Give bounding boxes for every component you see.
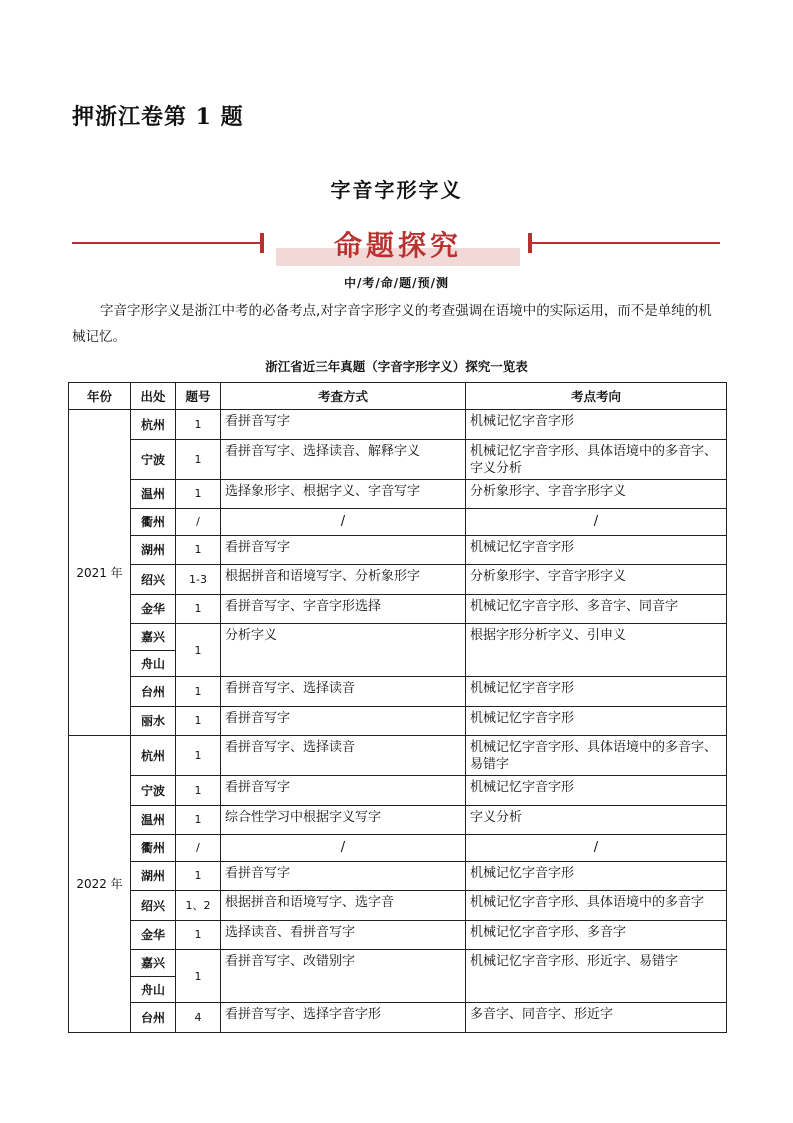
city-cell: 宁波	[131, 776, 176, 806]
table-row	[69, 594, 727, 624]
method-cell: 看拼音写字、选择读音	[221, 736, 466, 776]
table-row	[69, 706, 727, 736]
num-cell: 1	[176, 805, 221, 835]
num-cell: 1	[176, 920, 221, 950]
num-cell: 1	[176, 479, 221, 509]
method-cell: 看拼音写字、字音字形选择	[221, 594, 466, 624]
num-cell: 1	[176, 624, 221, 677]
num-cell: /	[176, 835, 221, 862]
num-cell: 1、2	[176, 891, 221, 921]
table-caption: 浙江省近三年真题（字音字形字义）探究一览表	[265, 359, 528, 374]
header-year: 年份	[69, 383, 131, 410]
subheading: 中/考/命/题/预/测	[344, 276, 449, 290]
focus-cell: 机械记忆字音字形	[466, 410, 727, 440]
header-source: 出处	[131, 383, 176, 410]
method-cell: 看拼音写字	[221, 776, 466, 806]
city-cell: 嘉兴	[131, 950, 176, 977]
city-cell: 湖州	[131, 535, 176, 565]
city-cell: 杭州	[131, 410, 176, 440]
year-cell: 2021 年	[69, 410, 131, 736]
method-cell: 选择读音、看拼音写字	[221, 920, 466, 950]
num-cell: 1	[176, 439, 221, 479]
table-row	[69, 891, 727, 921]
focus-cell: 分析象形字、字音字形字义	[466, 565, 727, 595]
focus-cell: 字义分析	[466, 805, 727, 835]
table-row	[69, 535, 727, 565]
city-cell: 丽水	[131, 706, 176, 736]
section-title: 字音字形字义	[330, 178, 463, 202]
intro-paragraph: 字音字形字义是浙江中考的必备考点,对字音字形字义的考查强调在语境中的实际运用，而不是单纯的机械记忆。	[72, 303, 712, 345]
table-row	[69, 1003, 727, 1033]
num-cell: 1-3	[176, 565, 221, 595]
method-cell: 看拼音写字	[221, 861, 466, 891]
table-header-row	[69, 383, 727, 410]
method-cell: 看拼音写字	[221, 535, 466, 565]
city-cell: 衢州	[131, 835, 176, 862]
num-cell: 1	[176, 677, 221, 707]
focus-cell: 机械记忆字音字形、具体语境中的多音字、字义分析	[466, 439, 727, 479]
num-cell: /	[176, 509, 221, 536]
table-row	[69, 479, 727, 509]
num-cell: 1	[176, 861, 221, 891]
table-row	[69, 805, 727, 835]
table-row	[69, 410, 727, 440]
table-row	[69, 624, 727, 651]
banner-cap-left	[260, 233, 264, 253]
method-cell: 看拼音写字、选择读音	[221, 677, 466, 707]
year-cell: 2022 年	[69, 736, 131, 1033]
focus-cell: 机械记忆字音字形、具体语境中的多音字	[466, 891, 727, 921]
focus-cell: 机械记忆字音字形	[466, 861, 727, 891]
city-cell: 绍兴	[131, 565, 176, 595]
method-cell: 看拼音写字	[221, 706, 466, 736]
header-method: 考查方式	[221, 383, 466, 410]
table-row	[69, 861, 727, 891]
focus-cell: 机械记忆字音字形、多音字、同音字	[466, 594, 727, 624]
city-cell: 舟山	[131, 976, 176, 1003]
city-cell: 湖州	[131, 861, 176, 891]
num-cell: 4	[176, 1003, 221, 1033]
table-row	[69, 565, 727, 595]
focus-cell: 机械记忆字音字形、具体语境中的多音字、易错字	[466, 736, 727, 776]
num-cell: 1	[176, 594, 221, 624]
city-cell: 金华	[131, 920, 176, 950]
num-cell: 1	[176, 706, 221, 736]
table-row	[69, 920, 727, 950]
focus-cell: 分析象形字、字音字形字义	[466, 479, 727, 509]
focus-cell: /	[466, 835, 727, 862]
exam-table	[68, 382, 727, 1033]
method-cell: 选择象形字、根据字义、字音写字	[221, 479, 466, 509]
city-cell: 金华	[131, 594, 176, 624]
method-cell: 综合性学习中根据字义写字	[221, 805, 466, 835]
table-row	[69, 835, 727, 862]
focus-cell: 机械记忆字音字形、形近字、易错字	[466, 950, 727, 1003]
city-cell: 衢州	[131, 509, 176, 536]
city-cell: 台州	[131, 1003, 176, 1033]
method-cell: 看拼音写字、选择读音、解释字义	[221, 439, 466, 479]
num-cell: 1	[176, 736, 221, 776]
city-cell: 温州	[131, 805, 176, 835]
banner-rule-left	[72, 242, 260, 244]
document-title: 押浙江卷第 1 题	[72, 104, 244, 130]
method-cell: /	[221, 509, 466, 536]
focus-cell: 多音字、同音字、形近字	[466, 1003, 727, 1033]
focus-cell: 根据字形分析字义、引申义	[466, 624, 727, 677]
table-row	[69, 509, 727, 536]
num-cell: 1	[176, 776, 221, 806]
table-row	[69, 439, 727, 479]
city-cell: 嘉兴	[131, 624, 176, 651]
city-cell: 舟山	[131, 650, 176, 677]
method-cell: 看拼音写字、改错别字	[221, 950, 466, 1003]
method-cell: 分析字义	[221, 624, 466, 677]
focus-cell: 机械记忆字音字形	[466, 535, 727, 565]
table-row	[69, 736, 727, 776]
method-cell: /	[221, 835, 466, 862]
focus-cell: 机械记忆字音字形	[466, 677, 727, 707]
table-row	[69, 776, 727, 806]
focus-cell: 机械记忆字音字形	[466, 706, 727, 736]
focus-cell: 机械记忆字音字形、多音字	[466, 920, 727, 950]
city-cell: 温州	[131, 479, 176, 509]
table-row	[69, 677, 727, 707]
city-cell: 宁波	[131, 439, 176, 479]
header-focus: 考点考向	[466, 383, 727, 410]
header-num: 题号	[176, 383, 221, 410]
city-cell: 绍兴	[131, 891, 176, 921]
num-cell: 1	[176, 535, 221, 565]
method-cell: 根据拼音和语境写字、选字音	[221, 891, 466, 921]
method-cell: 看拼音写字、选择字音字形	[221, 1003, 466, 1033]
city-cell: 台州	[131, 677, 176, 707]
method-cell: 根据拼音和语境写字、分析象形字	[221, 565, 466, 595]
num-cell: 1	[176, 410, 221, 440]
table-row	[69, 950, 727, 977]
num-cell: 1	[176, 950, 221, 1003]
banner-title: 命题探究	[333, 229, 462, 262]
city-cell: 杭州	[131, 736, 176, 776]
banner-rule-right	[532, 242, 720, 244]
focus-cell: /	[466, 509, 727, 536]
focus-cell: 机械记忆字音字形	[466, 776, 727, 806]
method-cell: 看拼音写字	[221, 410, 466, 440]
